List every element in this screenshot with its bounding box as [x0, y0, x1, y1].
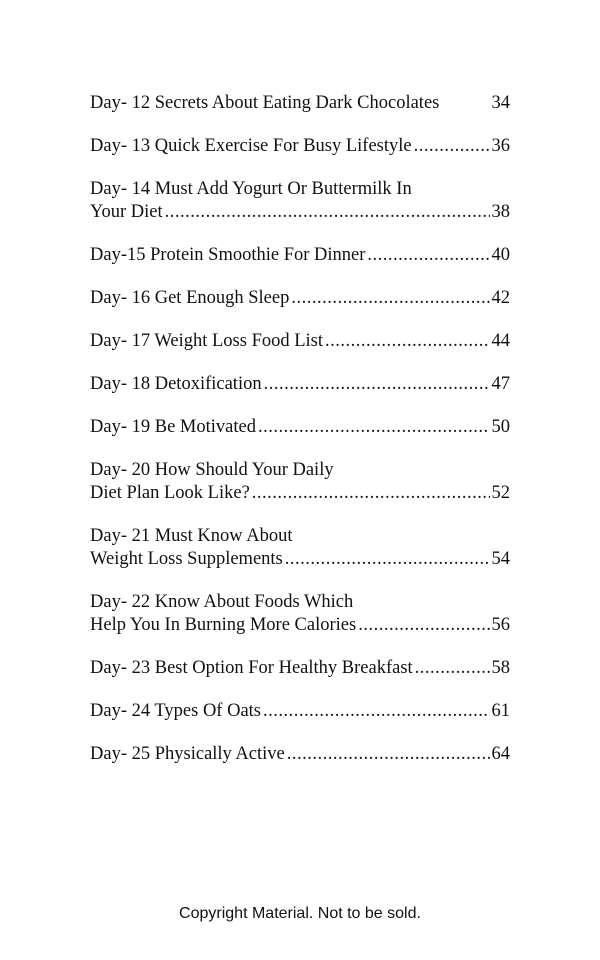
dot-leader — [325, 330, 489, 353]
toc-entry-page-number: 34 — [491, 93, 510, 113]
toc-entry-row — [90, 548, 510, 571]
toc-entry-row — [90, 201, 510, 224]
toc-entry[interactable] — [90, 135, 510, 158]
toc-entry-title: Diet Plan Look Like? — [90, 483, 250, 503]
toc-entry[interactable] — [90, 287, 510, 310]
toc-entry-row — [90, 416, 510, 439]
toc-entry-row — [90, 92, 510, 115]
toc-entry-title: Day- 16 Get Enough Sleep — [90, 288, 290, 308]
toc-entry-page-number: 58 — [491, 658, 510, 678]
toc-entry-page-number: 61 — [491, 701, 510, 721]
toc-entry-row — [90, 657, 510, 680]
toc-entry-page-number: 64 — [491, 744, 510, 764]
toc-entry-row — [90, 287, 510, 310]
toc-entry-page-number: 40 — [491, 245, 510, 265]
toc-entry-title: Day- 17 Weight Loss Food List — [90, 331, 324, 351]
toc-entry-page-number: 42 — [491, 288, 510, 308]
toc-entry-title: Weight Loss Supplements — [90, 549, 283, 569]
dot-leader — [415, 657, 490, 680]
toc-entry-title-line1: Day- 14 Must Add Yogurt Or Buttermilk In — [90, 179, 412, 199]
toc-entry[interactable] — [90, 700, 510, 723]
toc-entry-page-number: 56 — [491, 615, 510, 635]
dot-leader — [165, 201, 490, 224]
copyright-footer: Copyright Material. Not to be sold. — [179, 905, 421, 922]
toc-entry[interactable] — [90, 416, 510, 439]
toc-entry-page-number: 50 — [491, 417, 510, 437]
toc-entry[interactable] — [90, 657, 510, 680]
table-of-contents — [90, 92, 510, 786]
toc-entry-page-number: 52 — [491, 483, 510, 503]
toc-entry-title: Help You In Burning More Calories — [90, 615, 357, 635]
toc-entry-title: Day-15 Protein Smoothie For Dinner — [90, 245, 366, 265]
dot-leader — [287, 743, 490, 766]
toc-entry[interactable] — [90, 459, 510, 505]
toc-entry-row — [90, 482, 510, 505]
dot-leader — [285, 548, 490, 571]
toc-entry-title: Day- 12 Secrets About Eating Dark Chocolates — [90, 93, 440, 113]
toc-entry-page-number: 54 — [491, 549, 510, 569]
toc-entry-title-line1: Day- 22 Know About Foods Which — [90, 592, 354, 612]
dot-leader — [291, 287, 489, 310]
toc-entry[interactable] — [90, 244, 510, 267]
toc-entry-title: Day- 19 Be Motivated — [90, 417, 256, 437]
toc-entry-page-number: 36 — [491, 136, 510, 156]
toc-entry-title: Day- 25 Physically Active — [90, 744, 285, 764]
toc-entry-page-number: 38 — [491, 202, 510, 222]
dot-leader — [263, 700, 490, 723]
toc-entry[interactable] — [90, 525, 510, 571]
dot-leader — [264, 373, 490, 396]
toc-entry[interactable] — [90, 178, 510, 224]
toc-entry[interactable] — [90, 743, 510, 766]
toc-entry[interactable] — [90, 373, 510, 396]
dot-leader — [252, 482, 490, 505]
toc-entry-row — [90, 330, 510, 353]
toc-entry-title: Day- 23 Best Option For Healthy Breakfast — [90, 658, 413, 678]
toc-entry-page-number: 47 — [491, 374, 510, 394]
toc-entry[interactable] — [90, 591, 510, 637]
toc-entry-title: Day- 13 Quick Exercise For Busy Lifestyle — [90, 136, 412, 156]
toc-entry-row — [90, 373, 510, 396]
toc-entry-row — [90, 614, 510, 637]
dot-leader — [258, 416, 490, 439]
toc-entry-title-line1: Day- 21 Must Know About — [90, 526, 293, 546]
toc-entry-title: Day- 24 Types Of Oats — [90, 701, 261, 721]
toc-entry-page-number: 44 — [491, 331, 510, 351]
toc-entry-row — [90, 700, 510, 723]
toc-entry-row — [90, 135, 510, 158]
dot-leader — [358, 614, 489, 637]
toc-entry-row — [90, 743, 510, 766]
toc-entry-title: Your Diet — [90, 202, 163, 222]
dot-leader — [367, 244, 489, 267]
toc-entry-title: Day- 18 Detoxification — [90, 374, 262, 394]
dot-leader — [414, 135, 490, 158]
toc-entry-row — [90, 244, 510, 267]
toc-entry-title-line1: Day- 20 How Should Your Daily — [90, 460, 334, 480]
toc-entry[interactable] — [90, 92, 510, 115]
toc-entry[interactable] — [90, 330, 510, 353]
